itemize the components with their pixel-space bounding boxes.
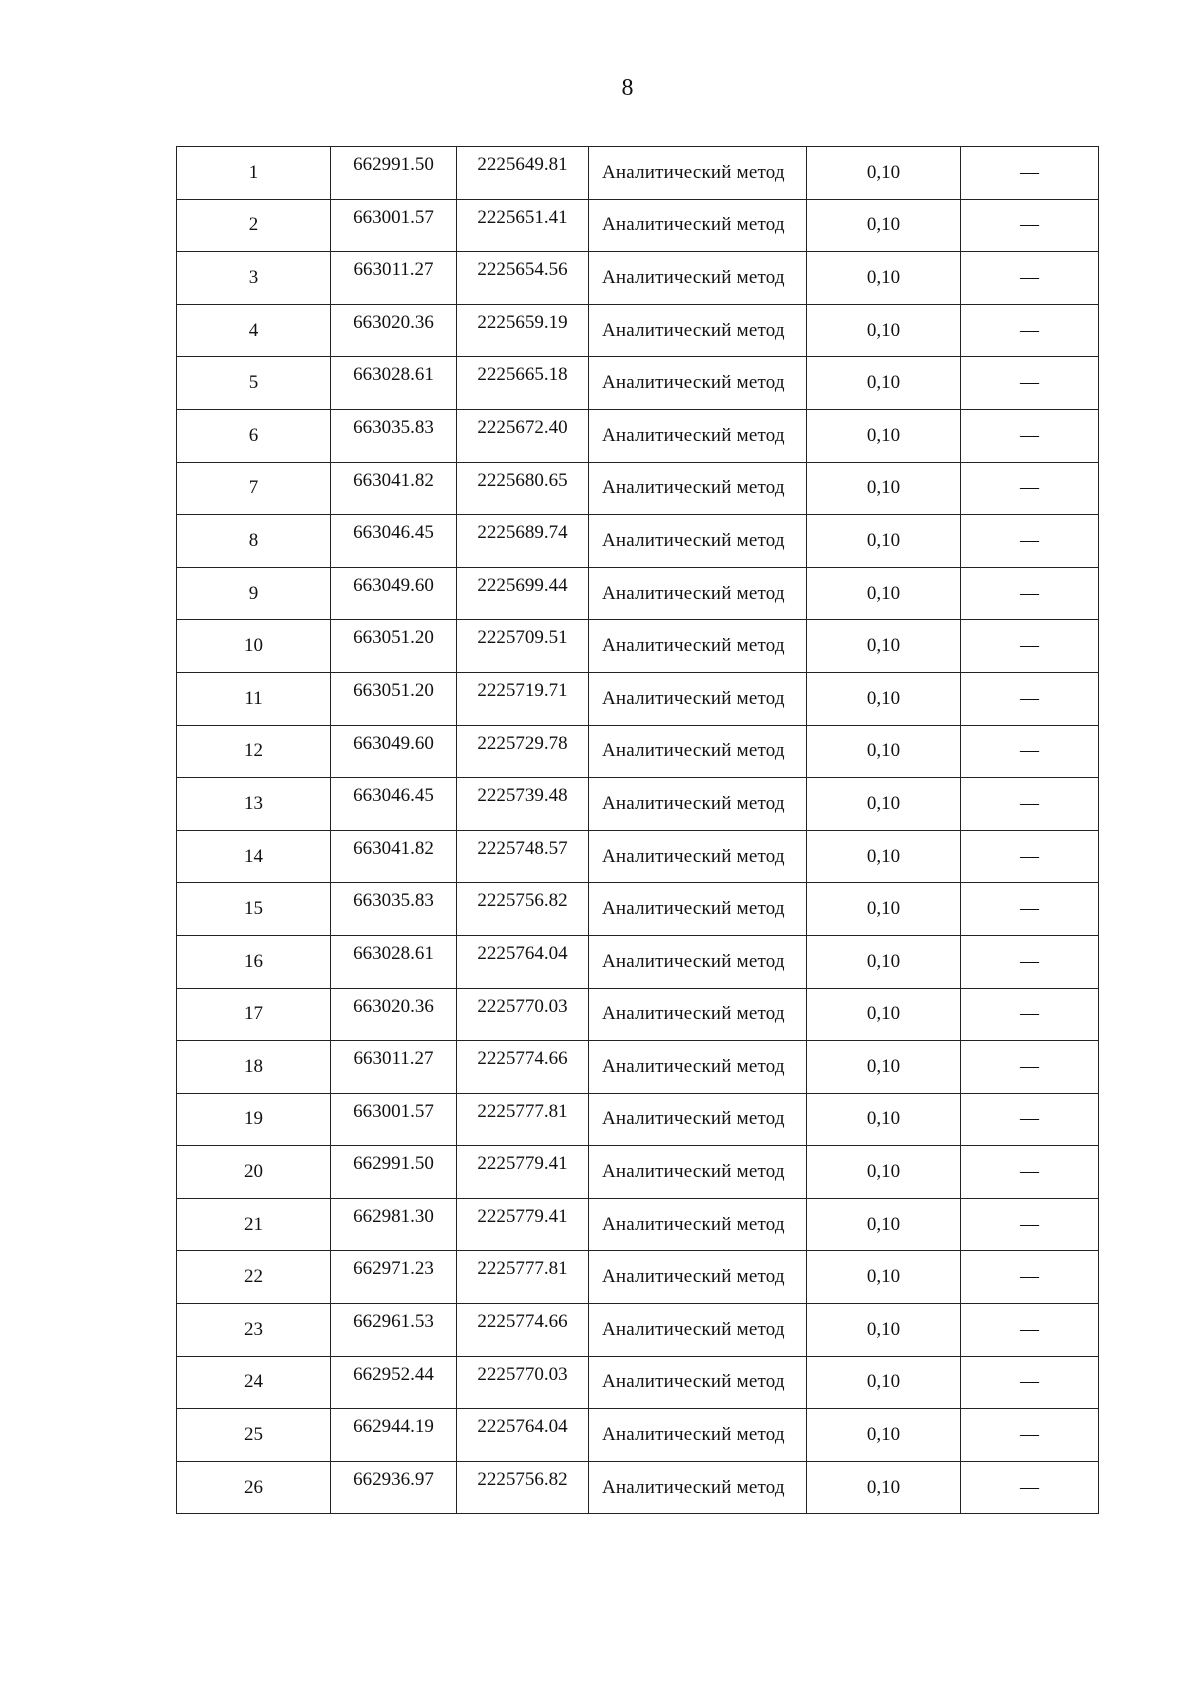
x-coordinate-cell: 663046.45	[331, 778, 457, 831]
x-coordinate-cell: 663035.83	[331, 883, 457, 936]
point-number-cell: 18	[177, 1041, 331, 1094]
note-cell: —	[961, 462, 1099, 515]
note-cell: —	[961, 357, 1099, 410]
table-row	[177, 620, 1099, 673]
point-number-cell: 25	[177, 1409, 331, 1462]
table-row	[177, 725, 1099, 778]
method-cell: Аналитический метод	[589, 672, 807, 725]
y-coordinate-cell: 2225689.74	[457, 515, 589, 568]
accuracy-cell: 0,10	[807, 1041, 961, 1094]
table-row	[177, 1409, 1099, 1462]
accuracy-cell: 0,10	[807, 1461, 961, 1514]
method-cell: Аналитический метод	[589, 1304, 807, 1357]
method-cell: Аналитический метод	[589, 1356, 807, 1409]
y-coordinate-cell: 2225764.04	[457, 1409, 589, 1462]
y-coordinate-cell: 2225774.66	[457, 1041, 589, 1094]
table-row	[177, 1198, 1099, 1251]
x-coordinate-cell: 663001.57	[331, 1093, 457, 1146]
accuracy-cell: 0,10	[807, 988, 961, 1041]
method-cell: Аналитический метод	[589, 515, 807, 568]
accuracy-cell: 0,10	[807, 462, 961, 515]
coordinates-table-body	[177, 147, 1099, 1514]
note-cell: —	[961, 830, 1099, 883]
x-coordinate-cell: 663049.60	[331, 567, 457, 620]
accuracy-cell: 0,10	[807, 935, 961, 988]
point-number-cell: 21	[177, 1198, 331, 1251]
x-coordinate-cell: 662971.23	[331, 1251, 457, 1304]
x-coordinate-cell: 662991.50	[331, 147, 457, 200]
table-row	[177, 1304, 1099, 1357]
x-coordinate-cell: 662944.19	[331, 1409, 457, 1462]
point-number-cell: 11	[177, 672, 331, 725]
y-coordinate-cell: 2225770.03	[457, 988, 589, 1041]
accuracy-cell: 0,10	[807, 567, 961, 620]
method-cell: Аналитический метод	[589, 1198, 807, 1251]
note-cell: —	[961, 778, 1099, 831]
note-cell: —	[961, 1356, 1099, 1409]
note-cell: —	[961, 620, 1099, 673]
method-cell: Аналитический метод	[589, 778, 807, 831]
method-cell: Аналитический метод	[589, 620, 807, 673]
table-row	[177, 304, 1099, 357]
table-row	[177, 1146, 1099, 1199]
note-cell: —	[961, 1304, 1099, 1357]
accuracy-cell: 0,10	[807, 515, 961, 568]
x-coordinate-cell: 663001.57	[331, 199, 457, 252]
point-number-cell: 13	[177, 778, 331, 831]
coordinates-table	[176, 146, 1099, 1514]
method-cell: Аналитический метод	[589, 1041, 807, 1094]
y-coordinate-cell: 2225774.66	[457, 1304, 589, 1357]
method-cell: Аналитический метод	[589, 988, 807, 1041]
accuracy-cell: 0,10	[807, 1198, 961, 1251]
x-coordinate-cell: 662961.53	[331, 1304, 457, 1357]
x-coordinate-cell: 663035.83	[331, 409, 457, 462]
note-cell: —	[961, 1093, 1099, 1146]
point-number-cell: 14	[177, 830, 331, 883]
point-number-cell: 6	[177, 409, 331, 462]
y-coordinate-cell: 2225779.41	[457, 1146, 589, 1199]
y-coordinate-cell: 2225770.03	[457, 1356, 589, 1409]
y-coordinate-cell: 2225680.65	[457, 462, 589, 515]
x-coordinate-cell: 663046.45	[331, 515, 457, 568]
accuracy-cell: 0,10	[807, 672, 961, 725]
table-row	[177, 409, 1099, 462]
y-coordinate-cell: 2225651.41	[457, 199, 589, 252]
point-number-cell: 16	[177, 935, 331, 988]
note-cell: —	[961, 672, 1099, 725]
method-cell: Аналитический метод	[589, 1146, 807, 1199]
y-coordinate-cell: 2225777.81	[457, 1093, 589, 1146]
note-cell: —	[961, 304, 1099, 357]
x-coordinate-cell: 663020.36	[331, 304, 457, 357]
method-cell: Аналитический метод	[589, 357, 807, 410]
point-number-cell: 22	[177, 1251, 331, 1304]
accuracy-cell: 0,10	[807, 725, 961, 778]
point-number-cell: 15	[177, 883, 331, 936]
table-row	[177, 567, 1099, 620]
accuracy-cell: 0,10	[807, 1409, 961, 1462]
x-coordinate-cell: 663049.60	[331, 725, 457, 778]
table-row	[177, 672, 1099, 725]
method-cell: Аналитический метод	[589, 567, 807, 620]
note-cell: —	[961, 567, 1099, 620]
x-coordinate-cell: 663020.36	[331, 988, 457, 1041]
y-coordinate-cell: 2225756.82	[457, 1461, 589, 1514]
point-number-cell: 24	[177, 1356, 331, 1409]
y-coordinate-cell: 2225659.19	[457, 304, 589, 357]
accuracy-cell: 0,10	[807, 1093, 961, 1146]
method-cell: Аналитический метод	[589, 409, 807, 462]
accuracy-cell: 0,10	[807, 304, 961, 357]
point-number-cell: 26	[177, 1461, 331, 1514]
y-coordinate-cell: 2225654.56	[457, 252, 589, 305]
note-cell: —	[961, 1041, 1099, 1094]
note-cell: —	[961, 147, 1099, 200]
x-coordinate-cell: 663051.20	[331, 672, 457, 725]
note-cell: —	[961, 988, 1099, 1041]
accuracy-cell: 0,10	[807, 252, 961, 305]
y-coordinate-cell: 2225709.51	[457, 620, 589, 673]
table-row	[177, 147, 1099, 200]
y-coordinate-cell: 2225777.81	[457, 1251, 589, 1304]
table-row	[177, 988, 1099, 1041]
table-row	[177, 1251, 1099, 1304]
accuracy-cell: 0,10	[807, 1146, 961, 1199]
note-cell: —	[961, 252, 1099, 305]
x-coordinate-cell: 663051.20	[331, 620, 457, 673]
x-coordinate-cell: 662991.50	[331, 1146, 457, 1199]
accuracy-cell: 0,10	[807, 199, 961, 252]
accuracy-cell: 0,10	[807, 620, 961, 673]
point-number-cell: 4	[177, 304, 331, 357]
point-number-cell: 1	[177, 147, 331, 200]
y-coordinate-cell: 2225739.48	[457, 778, 589, 831]
table-row	[177, 1093, 1099, 1146]
note-cell: —	[961, 1146, 1099, 1199]
point-number-cell: 9	[177, 567, 331, 620]
table-row	[177, 515, 1099, 568]
method-cell: Аналитический метод	[589, 147, 807, 200]
x-coordinate-cell: 663028.61	[331, 357, 457, 410]
table-row	[177, 1041, 1099, 1094]
table-row	[177, 830, 1099, 883]
table-row	[177, 883, 1099, 936]
accuracy-cell: 0,10	[807, 1251, 961, 1304]
y-coordinate-cell: 2225672.40	[457, 409, 589, 462]
x-coordinate-cell: 663011.27	[331, 1041, 457, 1094]
y-coordinate-cell: 2225764.04	[457, 935, 589, 988]
point-number-cell: 17	[177, 988, 331, 1041]
point-number-cell: 7	[177, 462, 331, 515]
table-row	[177, 357, 1099, 410]
accuracy-cell: 0,10	[807, 883, 961, 936]
y-coordinate-cell: 2225719.71	[457, 672, 589, 725]
point-number-cell: 10	[177, 620, 331, 673]
page-number: 8	[621, 75, 634, 101]
table-row	[177, 1461, 1099, 1514]
method-cell: Аналитический метод	[589, 883, 807, 936]
note-cell: —	[961, 935, 1099, 988]
point-number-cell: 20	[177, 1146, 331, 1199]
x-coordinate-cell: 663041.82	[331, 462, 457, 515]
y-coordinate-cell: 2225756.82	[457, 883, 589, 936]
point-number-cell: 19	[177, 1093, 331, 1146]
point-number-cell: 3	[177, 252, 331, 305]
accuracy-cell: 0,10	[807, 1304, 961, 1357]
note-cell: —	[961, 409, 1099, 462]
x-coordinate-cell: 662981.30	[331, 1198, 457, 1251]
y-coordinate-cell: 2225665.18	[457, 357, 589, 410]
point-number-cell: 23	[177, 1304, 331, 1357]
accuracy-cell: 0,10	[807, 778, 961, 831]
method-cell: Аналитический метод	[589, 199, 807, 252]
method-cell: Аналитический метод	[589, 462, 807, 515]
x-coordinate-cell: 663041.82	[331, 830, 457, 883]
note-cell: —	[961, 725, 1099, 778]
accuracy-cell: 0,10	[807, 830, 961, 883]
method-cell: Аналитический метод	[589, 725, 807, 778]
accuracy-cell: 0,10	[807, 409, 961, 462]
method-cell: Аналитический метод	[589, 830, 807, 883]
accuracy-cell: 0,10	[807, 147, 961, 200]
x-coordinate-cell: 662952.44	[331, 1356, 457, 1409]
accuracy-cell: 0,10	[807, 357, 961, 410]
accuracy-cell: 0,10	[807, 1356, 961, 1409]
x-coordinate-cell: 662936.97	[331, 1461, 457, 1514]
table-row	[177, 252, 1099, 305]
y-coordinate-cell: 2225649.81	[457, 147, 589, 200]
method-cell: Аналитический метод	[589, 935, 807, 988]
table-row	[177, 1356, 1099, 1409]
method-cell: Аналитический метод	[589, 1093, 807, 1146]
method-cell: Аналитический метод	[589, 1409, 807, 1462]
y-coordinate-cell: 2225699.44	[457, 567, 589, 620]
point-number-cell: 12	[177, 725, 331, 778]
note-cell: —	[961, 1251, 1099, 1304]
method-cell: Аналитический метод	[589, 1461, 807, 1514]
note-cell: —	[961, 199, 1099, 252]
method-cell: Аналитический метод	[589, 1251, 807, 1304]
method-cell: Аналитический метод	[589, 304, 807, 357]
method-cell: Аналитический метод	[589, 252, 807, 305]
note-cell: —	[961, 883, 1099, 936]
table-row	[177, 199, 1099, 252]
point-number-cell: 5	[177, 357, 331, 410]
table-row	[177, 462, 1099, 515]
x-coordinate-cell: 663011.27	[331, 252, 457, 305]
x-coordinate-cell: 663028.61	[331, 935, 457, 988]
point-number-cell: 8	[177, 515, 331, 568]
point-number-cell: 2	[177, 199, 331, 252]
y-coordinate-cell: 2225748.57	[457, 830, 589, 883]
note-cell: —	[961, 515, 1099, 568]
note-cell: —	[961, 1198, 1099, 1251]
y-coordinate-cell: 2225779.41	[457, 1198, 589, 1251]
note-cell: —	[961, 1461, 1099, 1514]
table-row	[177, 935, 1099, 988]
note-cell: —	[961, 1409, 1099, 1462]
y-coordinate-cell: 2225729.78	[457, 725, 589, 778]
table-row	[177, 778, 1099, 831]
